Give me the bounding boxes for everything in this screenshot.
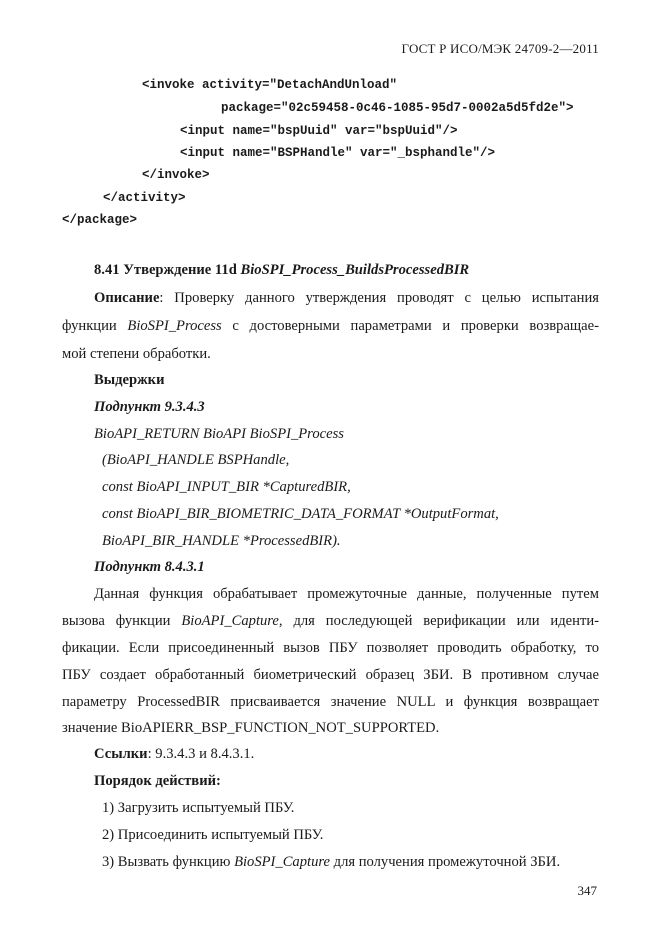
- paragraph-line: фикации. Если присоединенный вызов ПБУ позволяет проводить обработку, то: [62, 640, 599, 656]
- code-line: <input name="BSPHandle" var="_bsphandle"/>: [180, 146, 496, 160]
- paragraph-line: значение BioAPIERR_BSP_FUNCTION_NOT_SUPPORTED.: [62, 720, 440, 736]
- section-function-name: BioSPI_Process_BuildsProcessedBIR: [240, 262, 470, 278]
- paragraph-line: параметру ProcessedBIR присваивается значение NULL и функция возвращает: [62, 694, 599, 710]
- description-label: Описание: [94, 290, 160, 306]
- signature-line: (BioAPI_HANDLE BSPHandle,: [102, 452, 290, 468]
- code-line: package="02c59458-0c46-1085-95d7-0002a5d5fd2e">: [221, 101, 574, 115]
- code-line: </package>: [62, 213, 138, 227]
- procedure-heading: Порядок действий:: [94, 773, 221, 789]
- description-line-2: функции BioSPI_Process с достоверными параметрами и проверки возвращае-: [62, 318, 599, 334]
- procedure-step: 1) Загрузить испытуемый ПБУ.: [102, 800, 295, 816]
- section-number-title: 8.41 Утверждение 11d: [94, 262, 241, 278]
- procedure-step: 3) Вызвать функцию BioSPI_Capture для получения промежуточной ЗБИ.: [102, 854, 561, 870]
- signature-line: BioAPI_RETURN BioAPI BioSPI_Process: [94, 426, 344, 442]
- code-line: </activity>: [103, 191, 186, 205]
- code-line: </invoke>: [142, 168, 210, 182]
- subclause-heading: Подпункт 9.3.4.3: [94, 399, 205, 415]
- code-line: <invoke activity="DetachAndUnload": [142, 78, 398, 92]
- signature-line: const BioAPI_INPUT_BIR *CapturedBIR,: [102, 479, 351, 495]
- paragraph-line: вызова функции BioAPI_Capture, для последующей верификации или иденти-: [62, 613, 599, 629]
- page-number: 347: [577, 883, 597, 898]
- section-heading: [94, 262, 469, 279]
- references-label: Ссылки: [94, 746, 148, 762]
- page-header: ГОСТ Р ИСО/МЭК 24709-2—2011: [401, 41, 599, 56]
- paragraph-line: ПБУ создает обработанный биометрический образец ЗБИ. В противном случае: [62, 667, 599, 683]
- procedure-step: 2) Присоединить испытуемый ПБУ.: [102, 827, 324, 843]
- references-line: Ссылки: 9.3.4.3 и 8.4.3.1.: [94, 746, 255, 762]
- description-line-3: мой степени обработки.: [62, 346, 211, 362]
- excerpts-heading: Выдержки: [94, 372, 165, 388]
- code-line: <input name="bspUuid" var="bspUuid"/>: [180, 124, 458, 138]
- signature-line: const BioAPI_BIR_BIOMETRIC_DATA_FORMAT *OutputFormat,: [102, 506, 499, 522]
- subclause-heading: Подпункт 8.4.3.1: [94, 559, 205, 575]
- paragraph-line: Данная функция обрабатывает промежуточные данные, полученные путем: [94, 586, 599, 602]
- description-line-1: Описание: Проверку данного утверждения проводят с целью испытания: [94, 290, 599, 306]
- signature-line: BioAPI_BIR_HANDLE *ProcessedBIR).: [102, 533, 341, 549]
